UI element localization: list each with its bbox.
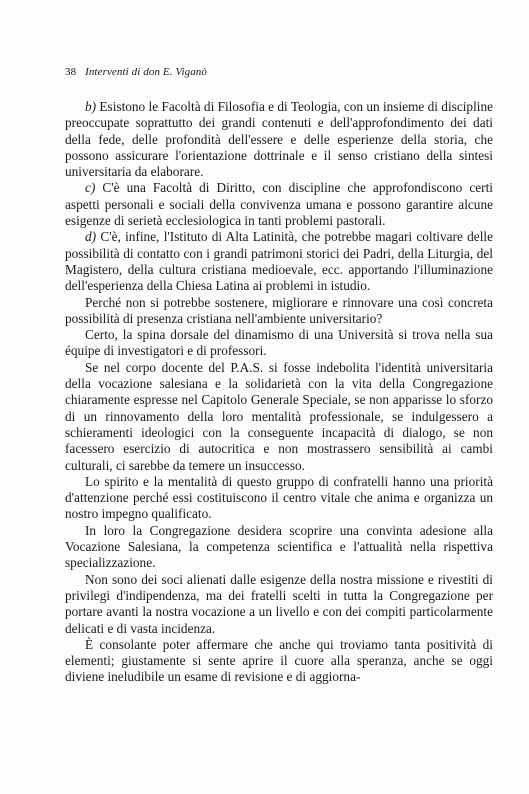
paragraph-text: In loro la Congregazione desidera scoprire una convinta adesione alla Vocazione Salesiana, la competenza scientifica e l'attualità nella rispettiva specializzazione. — [65, 522, 493, 571]
paragraph-text: Non sono dei soci alienati dalle esigenze della nostra missione e rivestiti di privilegi d'indipendenza, ma dei fratelli scelti in tutta la Congregazione per portare avanti la nostra vocazione a un livello e con dei compiti particolarmente delicati e di vasta incidenza. — [65, 571, 493, 636]
paragraph — [65, 572, 493, 637]
running-header — [65, 66, 207, 78]
paragraph — [65, 295, 493, 328]
paragraph — [65, 523, 493, 572]
paragraph — [65, 360, 493, 474]
paragraph-text: Perché non si potrebbe sostenere, migliorare e rinnovare una così concreta possibilità di presenza cristiana nell'ambiente universitario? — [65, 294, 493, 326]
paragraph-text: È consolante poter affermare che anche qui troviamo tanta positività di elementi; giustamente si sente aprire il cuore alla speranza, anche se oggi diviene ineludibile un esame di revisione e di aggiorna- — [65, 636, 493, 685]
paragraph — [65, 637, 493, 686]
paragraph-lead: d) — [85, 229, 97, 245]
paragraph — [65, 180, 493, 229]
paragraph-text: Esistono le Facoltà di Filosofia e di Teologia, con un insieme di discipline preoccupate soprattutto dei grandi contenuti e dell'approfondimento dei dati della fede, delle profondità dell'essere e delle esperienze della storia, che possono assicurare l'orientazione dottrinale e il senso cristiano della sintesi universitaria da elaborare. — [65, 99, 494, 180]
paragraph-lead: b) — [85, 99, 97, 114]
paragraph — [65, 327, 493, 360]
paragraph — [65, 99, 493, 180]
running-title: Interventi di don E. Viganò — [85, 66, 208, 78]
paragraph-lead: c) — [85, 180, 96, 196]
paragraph — [65, 229, 493, 294]
paragraph-text: Se nel corpo docente del P.A.S. si fosse indebolita l'identità universitaria della vocazione salesiana e la solidarietà con la vita della Congregazione chiaramente espresse nel Capitolo Generale Speciale, se non apparisse lo sforzo di un rinnovamento della loro mentalità professionale, se indulgessero a schieramenti ideologici con la conseguente incapacità di dialogo, se non facessero esercizio di autocritica e non mostrassero sensibilità ai cambi culturali, ci sarebbe da temere un insuccesso. — [65, 359, 493, 473]
page-number: 38 — [65, 66, 77, 78]
paragraph-text: C'è, infine, l'Istituto di Alta Latinità, che potrebbe magari coltivare delle possibilità di contatto con i grandi patrimoni storici dei Padri, della Liturgia, del Magistero, della cultura cristiana medioevale, ecc. apportando l'illuminazione dell'esperienza della Chiesa Latina ai problemi in istudio. — [65, 229, 493, 294]
body-text — [65, 99, 493, 686]
paragraph-text: Certo, la spina dorsale del dinamismo di una Università si trova nella sua équipe di investigatori e di professori. — [65, 327, 493, 359]
paragraph-text: C'è una Facoltà di Diritto, con discipline che approfondiscono certi aspetti personali e sociali della convivenza umana e possono garantire alcune esigenze di serietà ecclesiologica in tanti problemi pastorali. — [65, 180, 493, 229]
paragraph — [65, 474, 493, 523]
paragraph-text: Lo spirito e la mentalità di questo gruppo di confratelli hanno una priorità d'attenzione perché essi costituiscono il centro vitale che anima e organizza un nostro impegno qualificato. — [65, 473, 493, 522]
